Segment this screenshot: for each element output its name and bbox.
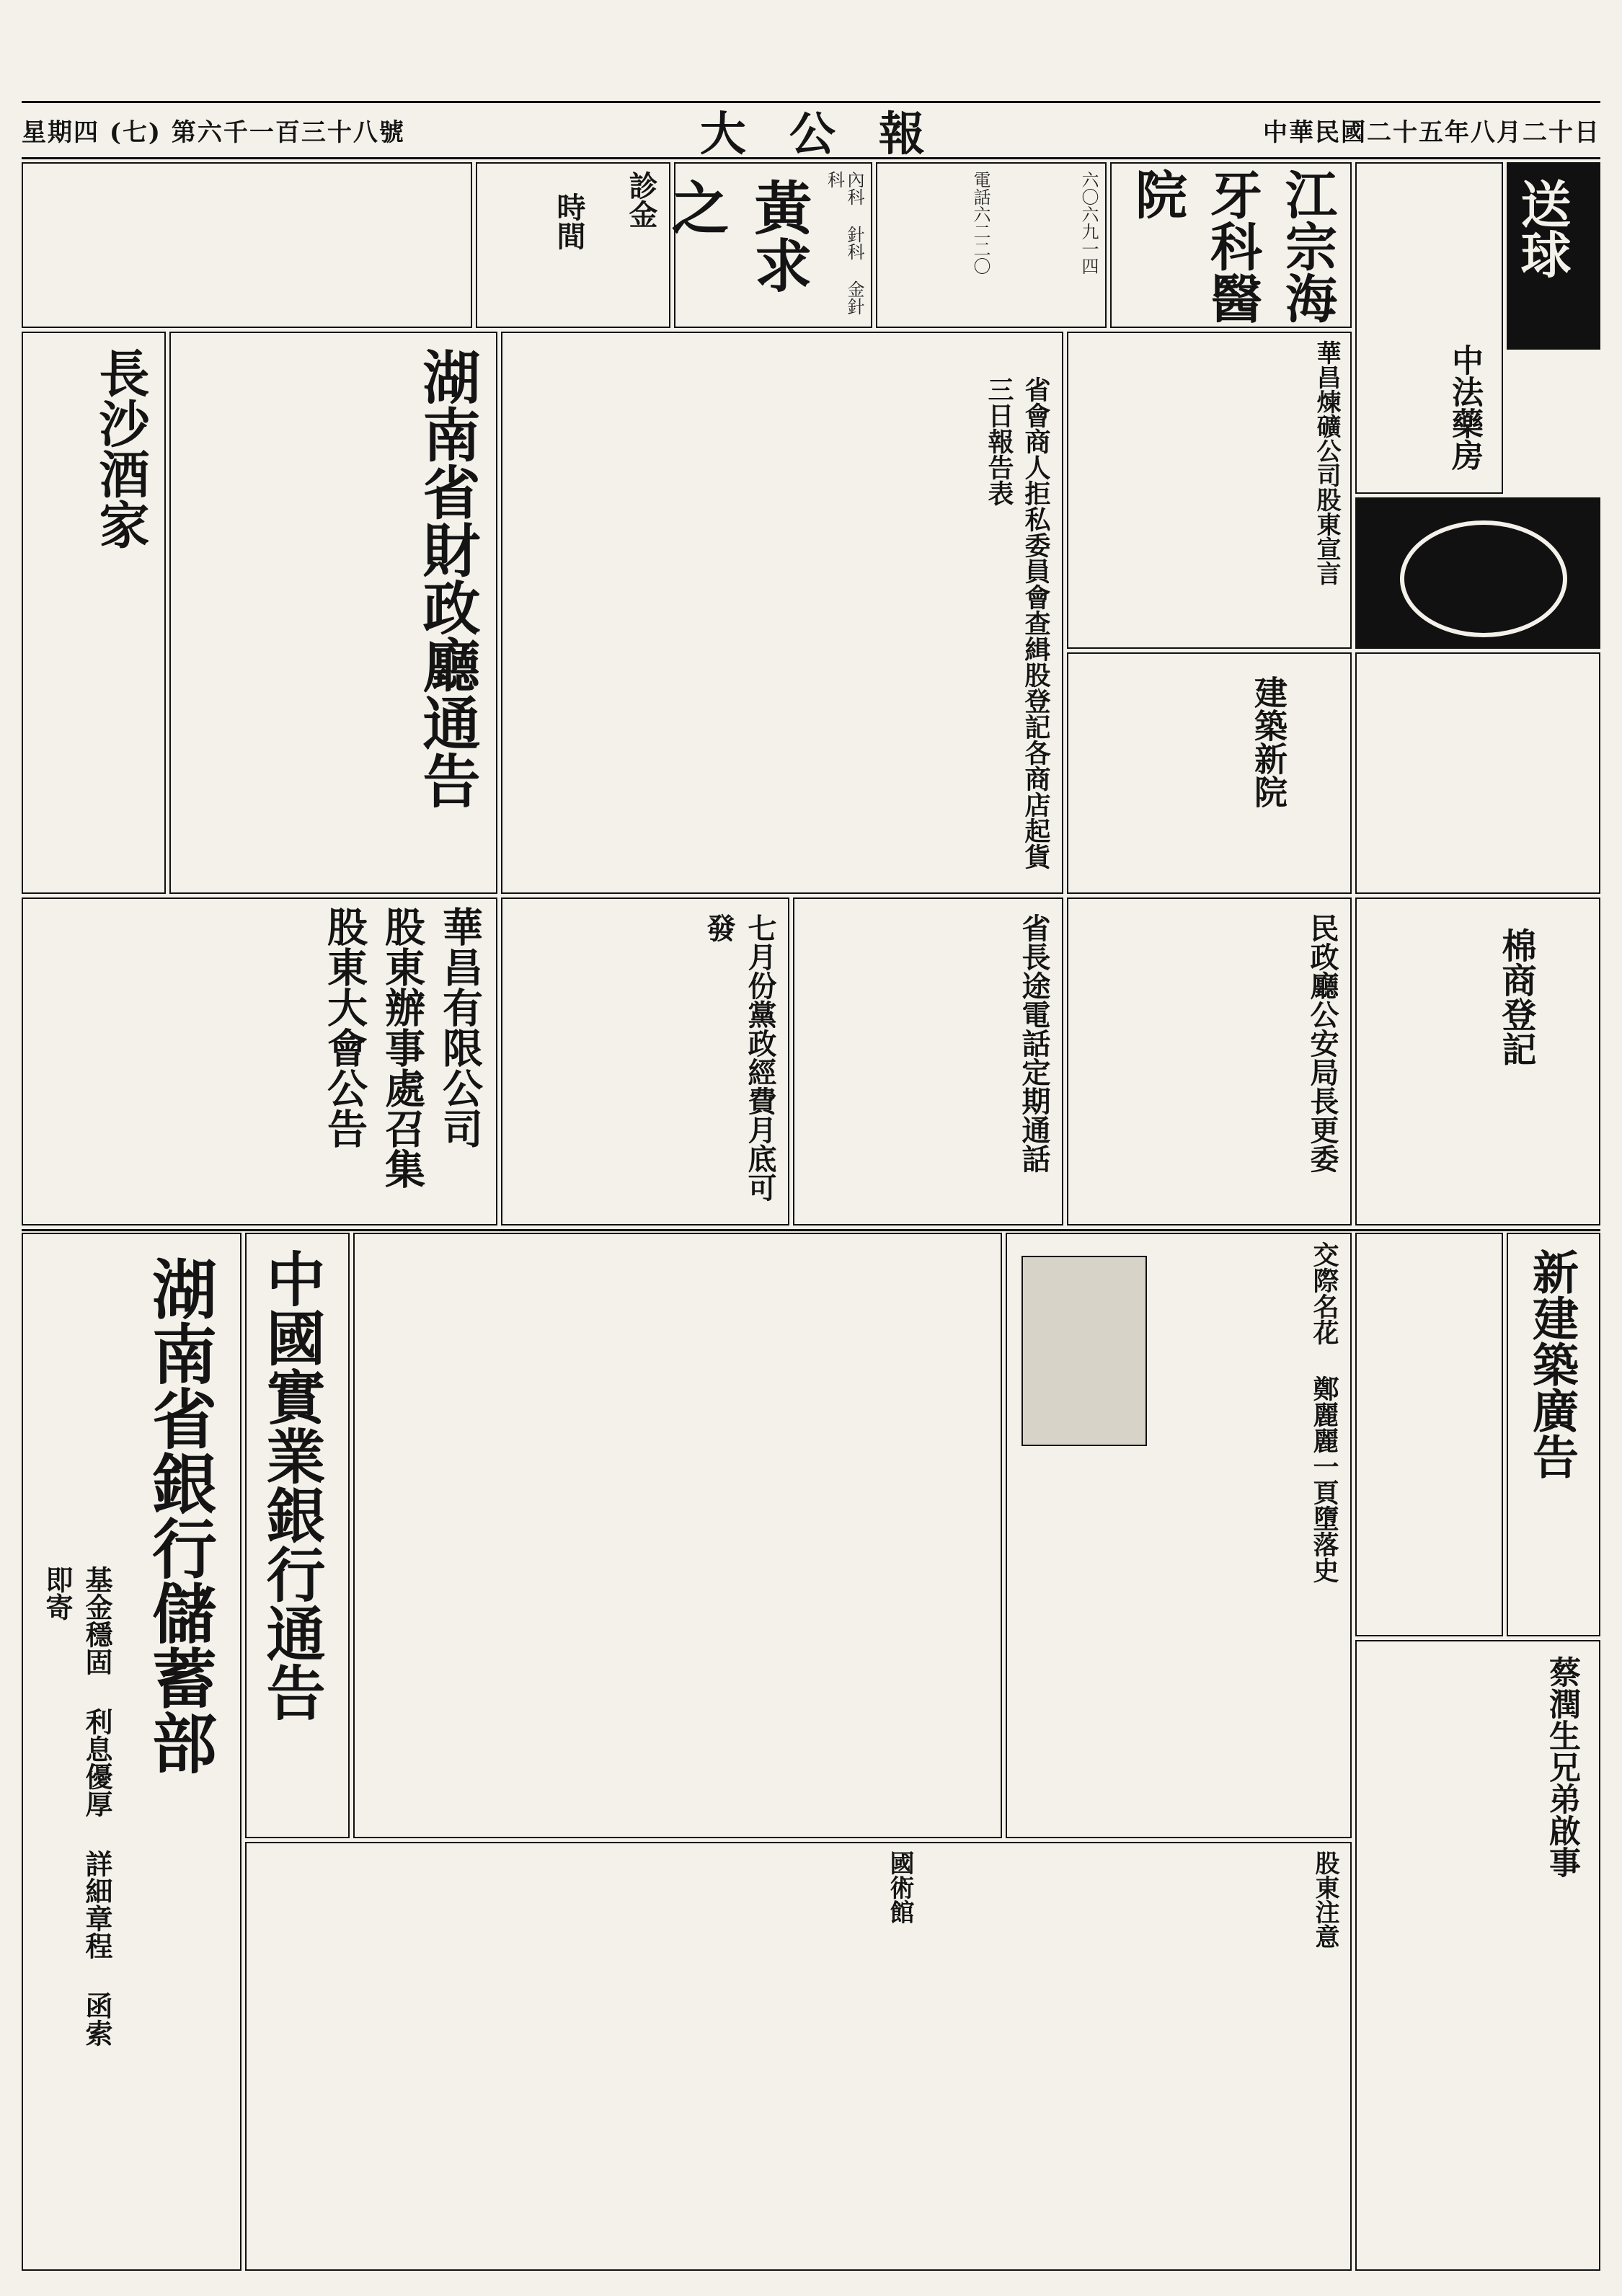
brothers-notice-title: 蔡潤生兄弟啟事 <box>1543 1656 1580 1878</box>
social-news-title: 交際名花 鄭麗麗一頁墮落史 <box>1309 1241 1339 1583</box>
party-funds-title: 七月份黨政經費月底可發 <box>702 913 777 1202</box>
section-rule <box>22 1229 1600 1231</box>
social-news <box>1006 1233 1352 1838</box>
bottom-news-body <box>254 1850 1299 2265</box>
finance-dept-notice <box>169 332 497 894</box>
police-body <box>1076 906 1306 1220</box>
illustration-icon <box>1021 1256 1147 1446</box>
brothers-notice <box>1355 1640 1600 2271</box>
merchant-committee-report <box>501 332 1063 894</box>
ball-ad-title: 送球 <box>1512 178 1572 279</box>
bottom-news <box>245 1842 1352 2271</box>
finance-dept-title: 湖南省財政廳通告 <box>413 347 481 809</box>
zhongfa-title: 中法藥房 <box>1446 344 1483 471</box>
huachang-shareholders <box>22 897 497 1225</box>
china-industrial-bank-title: 中國實業銀行通告 <box>257 1249 326 1721</box>
new-building-body <box>1355 1233 1503 1636</box>
clinic-hours <box>476 162 670 328</box>
clinic-hours-body <box>484 171 578 322</box>
huachang-shareholders-body <box>30 906 319 1220</box>
telegram-body <box>802 906 1003 1220</box>
merchant-committee-body <box>510 340 1014 888</box>
huachang-notice-title: 華昌煉礦公司股東宣言 <box>1312 340 1341 585</box>
clinic-time-label: 時間 <box>552 192 586 250</box>
changsha-wine-body <box>30 340 95 888</box>
savings-notice: 基金穩固 利息優厚 詳細章程 函索即寄 <box>41 1566 113 2047</box>
merchant-committee-title: 省會商人拒私委員會查緝股登記各商店起貨三日報告表 <box>984 376 1051 869</box>
guangdong-graphic <box>1371 513 1587 636</box>
telegram-title: 省長途電話定期通話 <box>1017 913 1051 1173</box>
right-notice <box>1355 652 1600 894</box>
circle-emblem-icon <box>1400 520 1567 637</box>
top-left-notices <box>22 162 472 328</box>
police-bureau <box>1067 897 1352 1225</box>
architect-title: 建築新院 <box>1249 675 1288 808</box>
changsha-wine-ad <box>22 332 166 894</box>
telegram-notice <box>793 897 1063 1225</box>
social-news-body <box>1014 1450 1288 1832</box>
changsha-wine-title: 長沙酒家 <box>91 347 151 549</box>
huachang-shareholders-title: 華昌有限公司 股東辦事處召集股東大會公告 <box>321 906 484 1189</box>
top-left-body <box>30 171 463 322</box>
huachang-notice <box>1067 332 1352 649</box>
hunan-savings-title: 湖南省銀行儲蓄部 <box>141 1256 217 1775</box>
guangdong-ad <box>1355 497 1600 649</box>
zhongfa-body <box>1364 178 1465 481</box>
cotton-title: 棉商登記 <box>1496 928 1536 1066</box>
hunan-savings <box>22 1233 241 2271</box>
zhongfa-ad <box>1355 162 1503 494</box>
dental-address: 六〇六九一四 <box>1078 171 1099 275</box>
chinese-medicine-hall-title: 國術館 <box>885 1850 914 1924</box>
clinic-note: 內科 針科 金針科 <box>824 171 864 315</box>
paper-name: 大公報 <box>699 107 968 161</box>
new-building-title: 新建築廣告 <box>1525 1249 1579 1479</box>
china-industrial-bank <box>245 1233 350 1838</box>
party-funds-body <box>510 906 726 1220</box>
right-notice-body <box>1364 661 1595 888</box>
dental-ad-info <box>876 162 1107 328</box>
dental-ad <box>1110 162 1352 328</box>
architect-ad <box>1067 652 1352 894</box>
clinic-ad <box>662 162 872 328</box>
clinic-name: 黃求之 <box>662 178 812 293</box>
party-funds <box>501 897 789 1225</box>
architect-body <box>1076 661 1241 885</box>
lower-news-body <box>362 1241 996 1832</box>
new-building-text <box>1364 1241 1494 1631</box>
huachang-notice-body <box>1076 340 1306 643</box>
cotton-registration <box>1355 897 1600 1225</box>
issue-info: 星期四 (七) 第六千一百三十八號 <box>22 118 405 147</box>
police-title: 民政廳公安局長更委 <box>1306 913 1339 1173</box>
lower-news <box>353 1233 1002 1838</box>
publish-date: 中華民國二十五年八月二十日 <box>1262 118 1600 147</box>
ball-ad <box>1507 162 1600 350</box>
new-building-ad <box>1507 1233 1600 1636</box>
cotton-body <box>1364 906 1508 1220</box>
brothers-notice-body <box>1364 1649 1551 2265</box>
masthead <box>22 101 1600 159</box>
dental-phone: 電話六二二〇 <box>970 171 991 275</box>
dental-title: 江宗海牙科醫院 <box>1127 168 1338 324</box>
hunan-stock-notice-title: 股東注意 <box>1311 1850 1339 1949</box>
clinic-hours-title: 診金 <box>624 171 658 229</box>
finance-dept-body <box>178 340 416 888</box>
